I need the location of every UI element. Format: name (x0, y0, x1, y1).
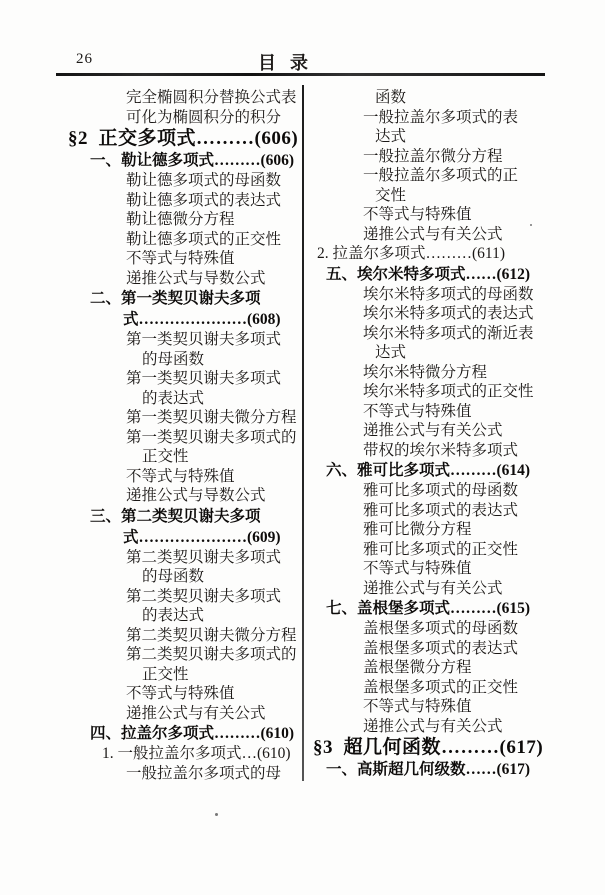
toc-chapter-item-continuation: 式…………………(608) (123, 311, 281, 328)
toc-chapter-item: 二、第一类契贝谢夫多项 (90, 290, 261, 307)
toc-sub-item: 不等式与特殊值 (126, 467, 235, 485)
toc-sub-item-continuation: 的表达式 (142, 389, 205, 407)
toc-numbered-item: 1. 一般拉盖尔多项式…(610) (102, 745, 291, 762)
toc-sub-item: 勒让德多项式的正交性 (126, 230, 282, 248)
toc-numbered-item: 2. 拉盖尔多项式………(611) (317, 245, 505, 262)
toc-sub-item-continuation: 交性 (375, 186, 407, 204)
toc-sub-item: 埃尔米特多项式的表达式 (363, 305, 534, 322)
toc-sub-item: 递推公式与有关公式 (363, 225, 503, 243)
toc-sub-item-continuation: 正交性 (142, 448, 189, 465)
toc-sub-item: 完全椭圆积分替换公式表 (126, 89, 297, 106)
toc-sub-item: 不等式与特殊值 (363, 402, 472, 420)
toc-sub-item: 不等式与特殊值 (363, 698, 472, 715)
print-speck (530, 224, 532, 226)
toc-sub-item: 埃尔米特多项式的正交性 (363, 383, 534, 400)
toc-sub-item: 可化为椭圆积分的积分 (126, 108, 282, 126)
toc-sub-item: 盖根堡多项式的正交性 (363, 678, 519, 696)
toc-sub-item: 埃尔米特多项式的母函数 (363, 285, 534, 303)
page-number: 26 (76, 51, 93, 67)
toc-chapter-item: 三、第二类契贝谢夫多项 (90, 507, 261, 525)
toc-sub-item: 盖根堡微分方程 (363, 659, 472, 676)
toc-sub-item: 带权的埃尔米特多项式 (363, 441, 519, 459)
toc-sub-item-continuation: 的母函数 (142, 568, 205, 585)
toc-sub-item: 不等式与特殊值 (363, 206, 472, 223)
header-rule (56, 73, 545, 76)
toc-sub-item: 递推公式与有关公式 (363, 579, 503, 597)
toc-sub-item-continuation: 达式 (375, 344, 407, 361)
toc-sub-item: 一般拉盖尔多项式的正 (363, 167, 519, 184)
toc-sub-item: 勒让德多项式的表达式 (126, 191, 282, 209)
toc-sub-item: 一般拉盖尔多项式的母 (126, 764, 282, 782)
toc-sub-item-continuation: 正交性 (142, 665, 189, 683)
toc-sub-item: 埃尔米特多项式的渐近表 (363, 324, 534, 342)
toc-sub-item: 雅可比多项式的母函数 (363, 482, 519, 499)
toc-sub-item: 第一类契贝谢夫多项式 (126, 370, 282, 387)
toc-sub-item: 递推公式与有关公式 (363, 717, 503, 735)
toc-chapter-item: 六、雅可比多项式………(614) (326, 462, 531, 479)
toc-sub-item: 递推公式与导数公式 (126, 269, 266, 287)
toc-sub-item: 埃尔米特微分方程 (363, 363, 488, 381)
toc-section-heading: §2 正交多项式………(606) (68, 128, 299, 149)
toc-sub-item: 勒让德多项式的母函数 (126, 172, 282, 189)
toc-sub-item-continuation: 的母函数 (142, 350, 205, 368)
toc-sub-item: 递推公式与有关公式 (363, 422, 503, 439)
toc-chapter-item: 七、盖根堡多项式………(615) (326, 600, 531, 617)
toc-sub-item-continuation: 的表达式 (142, 607, 205, 624)
toc-sub-item: 勒让德微分方程 (126, 211, 235, 228)
toc-sub-item: 雅可比多项式的正交性 (363, 540, 519, 558)
toc-chapter-item-continuation: 式…………………(609) (123, 528, 281, 546)
toc-sub-item: 盖根堡多项式的母函数 (363, 620, 519, 637)
toc-sub-item: 递推公式与有关公式 (126, 704, 266, 722)
toc-sub-item: 第二类契贝谢夫多项式 (126, 548, 282, 566)
toc-sub-item: 不等式与特殊值 (126, 685, 235, 702)
toc-right-column (305, 88, 550, 780)
toc-sub-item: 第一类契贝谢夫微分方程 (126, 409, 297, 426)
toc-sub-item-continuation: 达式 (375, 128, 407, 145)
toc-sub-item: 不等式与特殊值 (363, 560, 472, 577)
toc-sub-item: 递推公式与导数公式 (126, 487, 266, 504)
toc-sub-item: 盖根堡多项式的表达式 (363, 639, 519, 657)
toc-chapter-item: 四、拉盖尔多项式………(610) (90, 725, 295, 742)
toc-sub-item: 第二类契贝谢夫多项式的 (126, 646, 297, 663)
print-speck (215, 813, 218, 816)
page-title: 目录 (258, 53, 322, 73)
toc-sub-item: 第二类契贝谢夫微分方程 (126, 626, 297, 644)
toc-section-heading: §3 超几何函数………(617) (313, 737, 544, 758)
toc-sub-item: 一般拉盖尔微分方程 (363, 147, 503, 165)
toc-sub-item: 第一类契贝谢夫多项式 (126, 331, 282, 348)
toc-sub-item-continuation: 函数 (375, 89, 407, 106)
toc-sub-item: 雅可比多项式的表达式 (363, 501, 519, 519)
toc-sub-item: 不等式与特殊值 (126, 250, 235, 267)
toc-sub-item: 第二类契贝谢夫多项式 (126, 587, 282, 605)
toc-left-column (58, 88, 303, 783)
toc-chapter-item: 五、埃尔米特多项式……(612) (326, 265, 531, 283)
toc-sub-item: 第一类契贝谢夫多项式的 (126, 428, 297, 446)
toc-sub-item: 雅可比微分方程 (363, 521, 472, 538)
toc-chapter-item: 一、勒让德多项式………(606) (90, 152, 295, 169)
toc-sub-item: 一般拉盖尔多项式的表 (363, 108, 519, 126)
toc-chapter-item: 一、高斯超几何级数……(617) (326, 761, 531, 778)
